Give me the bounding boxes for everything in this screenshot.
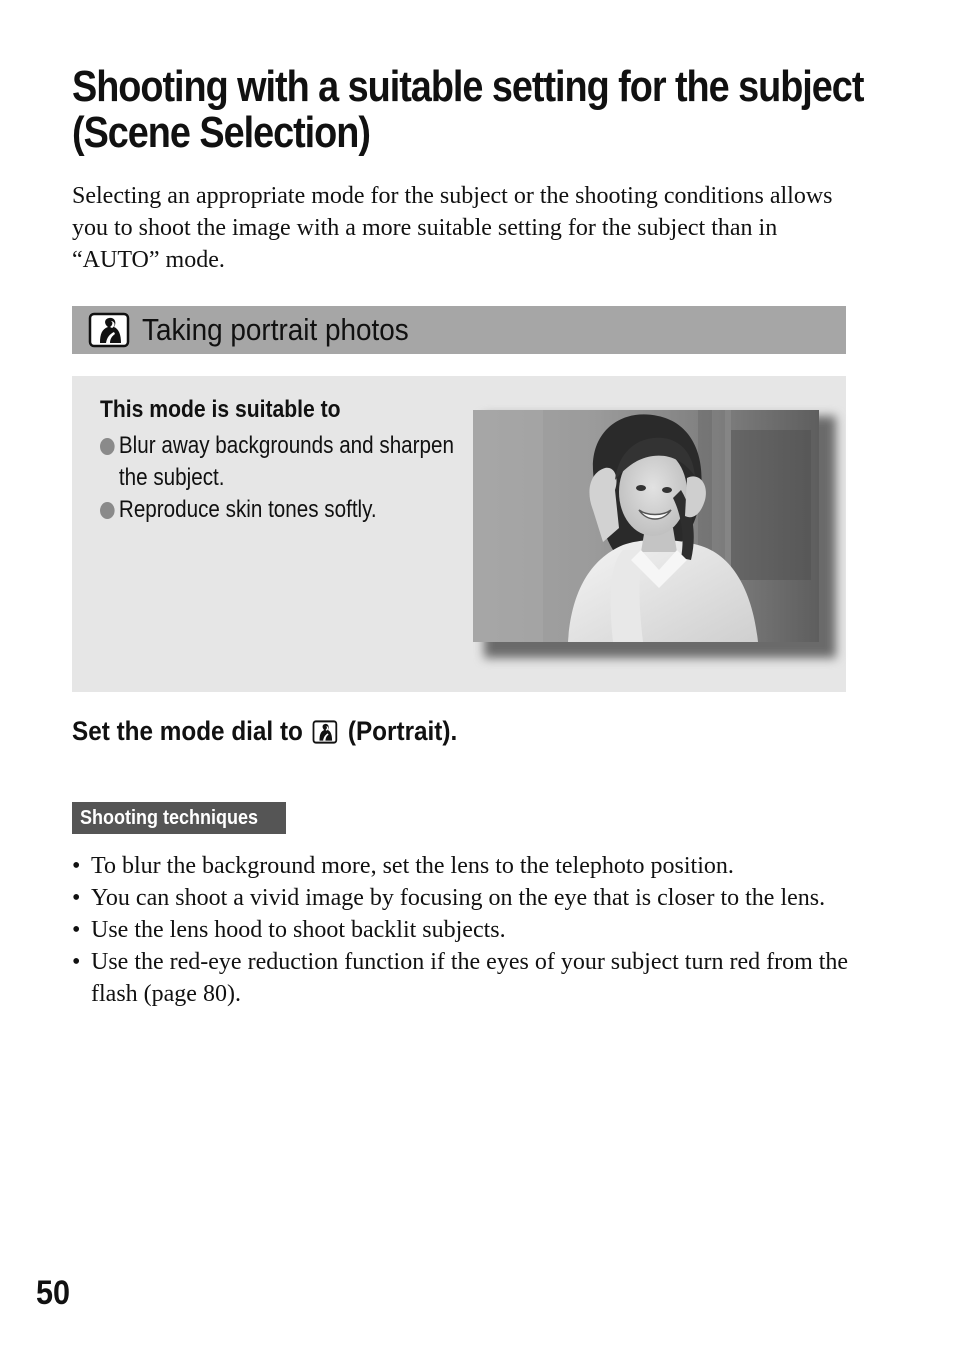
section-header — [72, 306, 846, 354]
techniques-list — [72, 850, 852, 1010]
intro-paragraph: Selecting an appropriate mode for the subject or the shooting conditions allows you to shoot the image with a more suitable setting for the subject than in “AUTO” mode. — [72, 183, 833, 273]
portrait-mode-icon — [88, 312, 130, 348]
bullet-dot-icon — [100, 438, 115, 455]
info-box — [72, 376, 846, 692]
portrait-mode-icon — [312, 720, 337, 744]
section-title: Taking portrait photos — [142, 312, 409, 347]
list-item: • You can shoot a vivid image by focusing on the eye that is closer to the lens. — [72, 882, 852, 914]
portrait-example-photo — [473, 410, 819, 642]
list-item: • To blur the background more, set the lens to the telephoto position. — [72, 850, 852, 882]
shooting-techniques-label: Shooting techniques — [72, 802, 286, 834]
list-item-text: Blur away backgrounds and sharpen the subject. — [118, 432, 454, 491]
step-instruction — [72, 716, 457, 747]
list-item: • Use the lens hood to shoot backlit subjects. — [72, 914, 852, 946]
list-item: • Use the red-eye reduction function if the eyes of your subject turn red from the flash (page 80). — [72, 946, 852, 1010]
list-item-text: Reproduce skin tones softly. — [118, 496, 377, 523]
bullet-dot-icon — [100, 502, 115, 519]
page-title: Shooting with a suitable setting for the subject (Scene Selection) — [72, 62, 864, 157]
step-text-before: Set the mode dial to — [72, 716, 303, 746]
list-item — [100, 494, 478, 526]
step-text-after: (Portrait). — [347, 716, 458, 746]
suitable-heading: This mode is suitable to — [100, 396, 341, 423]
page-number: 50 — [36, 1274, 71, 1312]
suitable-list — [100, 430, 480, 526]
list-item — [100, 430, 478, 494]
